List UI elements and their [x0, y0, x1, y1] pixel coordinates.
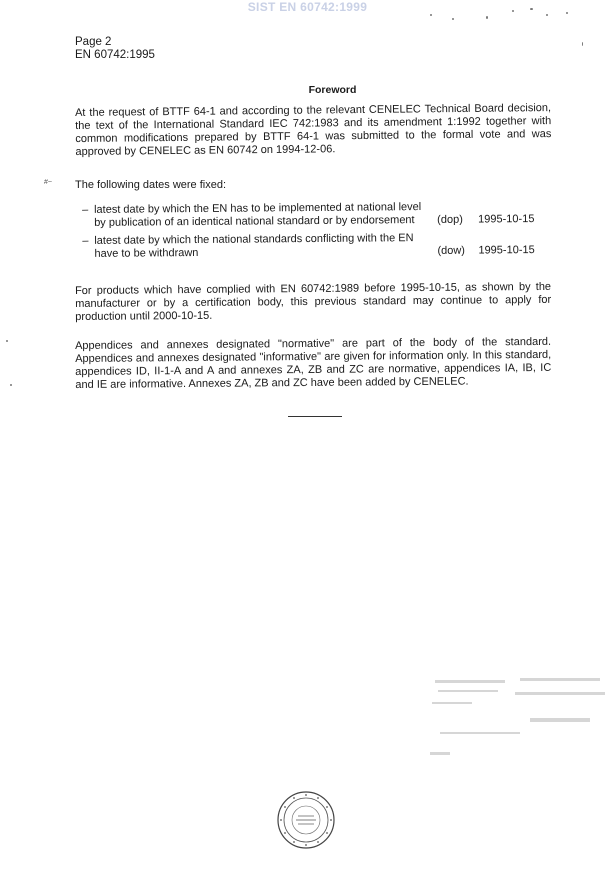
page-header — [75, 36, 155, 62]
date-item-dop — [82, 200, 542, 229]
scan-noise — [430, 670, 610, 765]
scan-speck — [546, 14, 548, 16]
scan-speck — [566, 12, 568, 14]
scan-speck — [530, 8, 533, 10]
date-item-code: (dow) — [437, 244, 465, 257]
stamp-seal-icon — [276, 790, 336, 850]
scan-speck — [512, 10, 514, 12]
date-item-dow — [82, 231, 542, 260]
products-paragraph: For products which have complied with EN 60742:1989 before 1995-10-15, as shown by the manufacturer or by a certification body, this previous standard may continue to apply for production until 2000-10-15. — [75, 280, 552, 323]
scan-speck — [452, 18, 454, 20]
dates-list — [82, 200, 543, 266]
page-number: Page 2 — [75, 36, 112, 48]
section-title: Foreword — [308, 84, 357, 96]
scan-speck — [6, 340, 8, 342]
intro-paragraph: At the request of BTTF 64-1 and according to the relevant CENELEC Technical Board decision, the text of the International Standard IEC 742:1983 and its amendment 1:1992 together with common modifications prepared by BTTF 64-1 was submitted to the formal vote and was approved by CENELEC as EN 60742 on 1994-12-06. — [75, 102, 552, 158]
bullet-dash: – — [82, 234, 89, 247]
date-item-text: latest date by which the EN has to be implemented at national level by publication of an identical national standard or by endorsement — [93, 201, 422, 229]
handwritten-margin-mark: #~ — [44, 179, 52, 186]
date-item-date: 1995-10-15 — [478, 243, 535, 257]
watermark: SIST EN 60742:1999 — [247, 0, 368, 14]
standard-number: EN 60742:1995 — [75, 49, 155, 61]
scan-speck — [430, 14, 432, 16]
scan-speck — [486, 16, 488, 19]
date-item-code: (dop) — [437, 213, 463, 226]
appendices-paragraph: Appendices and annexes designated "normative" are part of the body of the standard. Appendices and annexes designated "informative" are given for information only. In this standard, appendices ID, II-1-A and A and annexes ZA, ZB and ZC are normative, appendices IA, IB, IC and IE are informative. Annexes ZA, ZB and ZC have been added by CENELEC. — [75, 335, 552, 391]
date-item-text: latest date by which the national standards conflicting with the EN have to be withdrawn — [94, 232, 414, 260]
scan-speck — [582, 42, 583, 46]
end-rule — [288, 416, 342, 417]
scan-speck — [10, 384, 12, 386]
dates-lead-paragraph: The following dates were fixed: — [75, 179, 227, 191]
bullet-dash: – — [82, 203, 89, 216]
date-item-date: 1995-10-15 — [478, 212, 535, 226]
